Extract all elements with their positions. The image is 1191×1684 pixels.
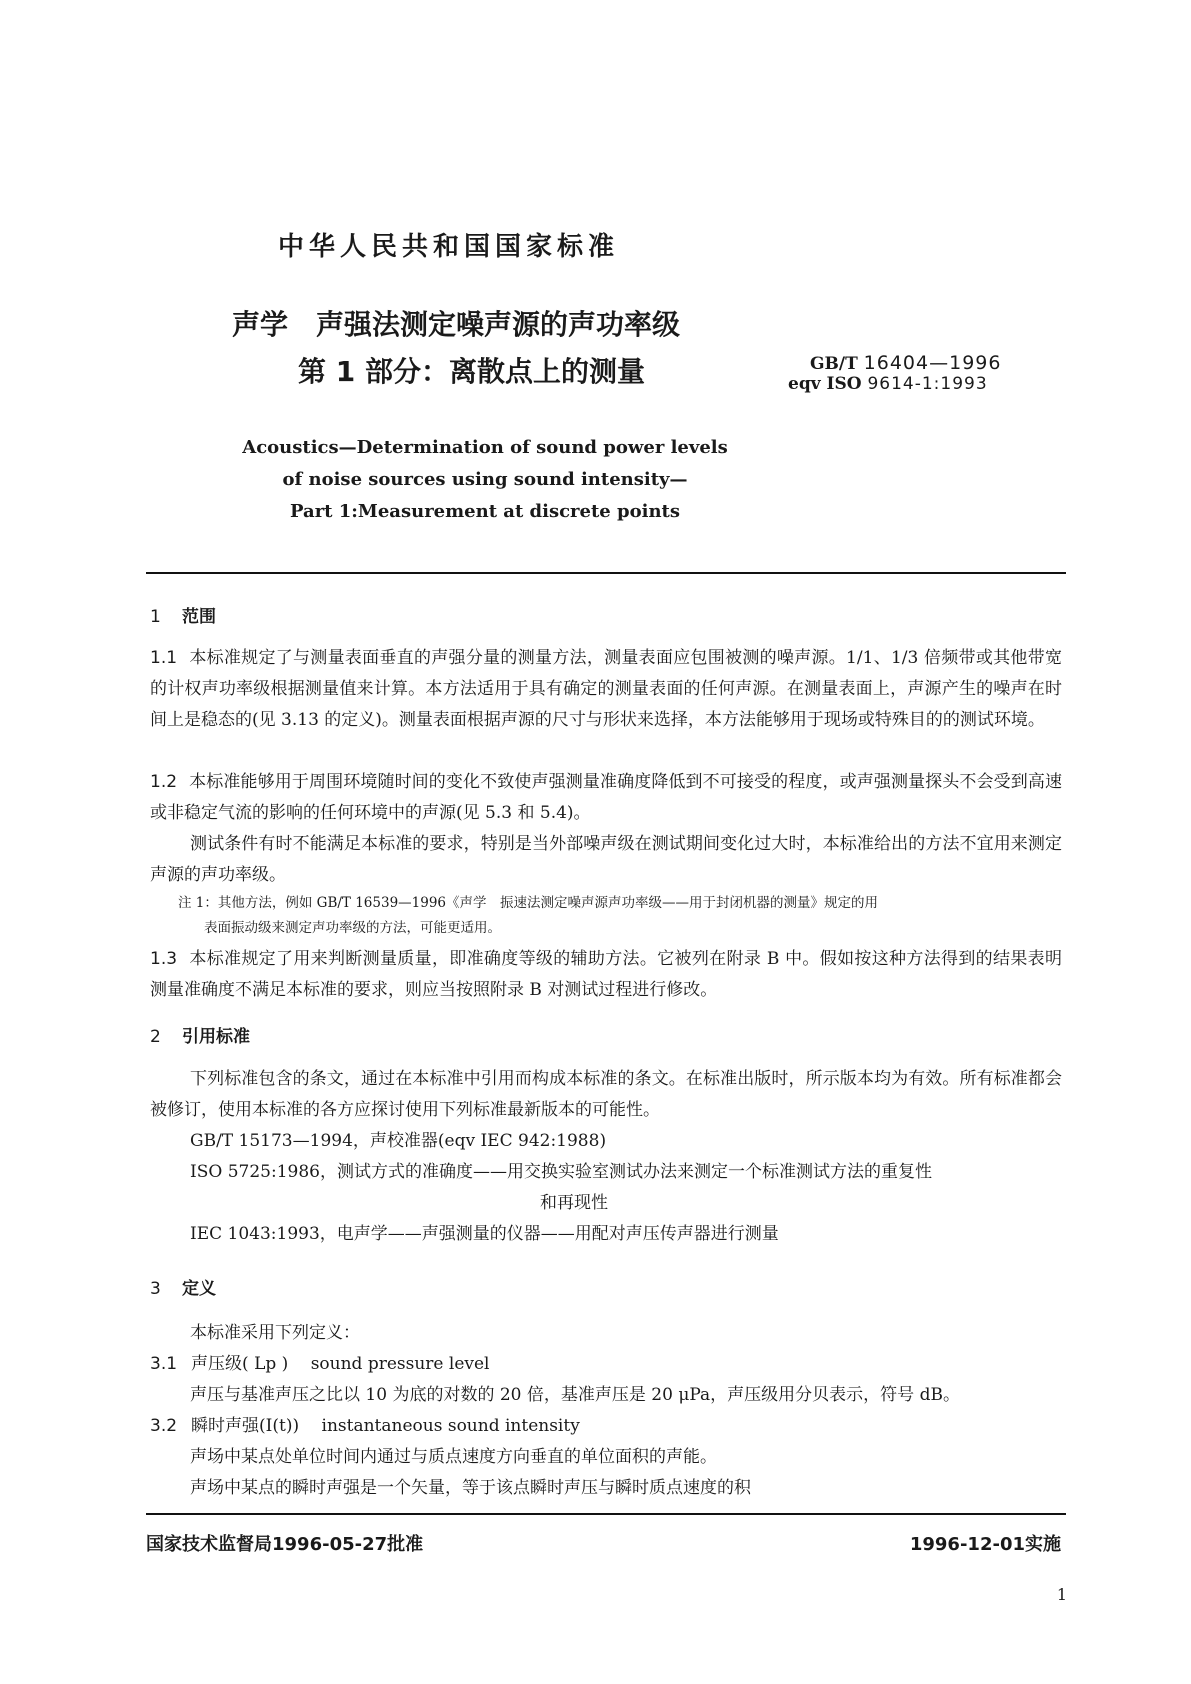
title-en-line2: of noise sources using sound intensity— bbox=[282, 469, 688, 490]
code-prefix: GB/T bbox=[810, 354, 858, 374]
clause-number: 1.1 bbox=[150, 648, 178, 668]
section-3-title: 定义 bbox=[182, 1279, 216, 1299]
section-3-number: 3 bbox=[150, 1279, 161, 1299]
definition-3-2-text2: 声场中某点的瞬时声强是一个矢量，等于该点瞬时声压与瞬时质点速度的积 bbox=[190, 1478, 751, 1498]
clause-number: 1.3 bbox=[150, 949, 178, 969]
clause-text: 本标准能够用于周围环境随时间的变化不致使声强测量准确度降低到不可接受的程度，或声强测量探头不会受到高速或非稳定气流的影响的任何环境中的声源(见 5.3 和 5.4)。 bbox=[150, 772, 1062, 823]
section-1-heading bbox=[150, 602, 216, 627]
definition-3-1-text: 声压与基准声压之比以 10 为底的对数的 20 倍，基准声压是 20 μPa，声压级用分贝表示，符号 dB。 bbox=[190, 1385, 960, 1405]
title-cn-line1: 声学 声强法测定噪声源的声功率级 bbox=[232, 308, 681, 341]
definition-3-2-text1: 声场中某点处单位时间内通过与质点速度方向垂直的单位面积的声能。 bbox=[190, 1447, 717, 1467]
title-en bbox=[160, 432, 810, 528]
definition-number: 3.1 bbox=[150, 1354, 178, 1374]
clause-number: 1.2 bbox=[150, 772, 178, 792]
definition-3-1 bbox=[150, 1349, 490, 1380]
standard-code bbox=[810, 352, 1001, 374]
clause-1-2 bbox=[150, 767, 1062, 829]
section-1-number: 1 bbox=[150, 607, 161, 627]
eqv-number: 9614-1:1993 bbox=[867, 374, 988, 394]
clause-text: 本标准规定了与测量表面垂直的声强分量的测量方法，测量表面应包围被测的噪声源。1/1、1/3 倍频带或其他带宽的计权声功率级根据测量值来计算。本方法适用于具有确定的测量表面的任何声源。在测量表面上，声源产生的噪声在时间上是稳态的(见 3.13 的定义)。测量表面根据声源的尺寸与形状来选择，本方法能够用于现场或特殊目的的测试环境。 bbox=[150, 648, 1062, 730]
national-standard-heading: 中华人民共和国国家标准 bbox=[278, 232, 620, 262]
title-en-line3: Part 1:Measurement at discrete points bbox=[289, 501, 680, 522]
section-2-intro: 下列标准包含的条文，通过在本标准中引用而构成本标准的条文。在标准出版时，所示版本均为有效。所有标准都会被修订，使用本标准的各方应探讨使用下列标准最新版本的可能性。 bbox=[150, 1069, 1062, 1120]
note-line1: 注 1：其他方法，例如 GB/T 16539—1996《声学 振速法测定噪声源声功率级——用于封闭机器的测量》规定的用 bbox=[178, 895, 879, 911]
title-en-line1: Acoustics—Determination of sound power levels bbox=[242, 437, 728, 458]
reference-iso5725: ISO 5725:1986，测试方式的准确度——用交换实验室测试办法来测定一个标准测试方法的重复性 bbox=[190, 1162, 932, 1182]
approval-date: 国家技术监督局1996-05-27批准 bbox=[146, 1534, 424, 1555]
definition-number: 3.2 bbox=[150, 1416, 178, 1436]
reference-iso5725-cont: 和再现性 bbox=[540, 1193, 608, 1213]
eqv-prefix: eqv ISO bbox=[788, 374, 862, 394]
definition-term: 瞬时声强(I(t)) instantaneous sound intensity bbox=[191, 1416, 580, 1436]
section-2-title: 引用标准 bbox=[182, 1027, 250, 1047]
section-2-heading bbox=[150, 1022, 250, 1047]
note-line2: 表面振动级来测定声功率级的方法，可能更适用。 bbox=[204, 920, 501, 936]
definition-term: 声压级( Lp ) sound pressure level bbox=[191, 1354, 490, 1374]
clause-1-1 bbox=[150, 643, 1062, 736]
clause-1-3 bbox=[150, 944, 1062, 1006]
page-number: 1 bbox=[1056, 1585, 1067, 1604]
section-1-title: 范围 bbox=[182, 607, 216, 627]
clause-text: 本标准规定了用来判断测量质量，即准确度等级的辅助方法。它被列在附录 B 中。假如按这种方法得到的结果表明测量准确度不满足本标准的要求，则应当按照附录 B 对测试过程进行修改。 bbox=[150, 949, 1062, 1000]
note-1 bbox=[178, 891, 1058, 941]
section-3-heading bbox=[150, 1274, 216, 1299]
section-3-intro: 本标准采用下列定义： bbox=[190, 1323, 360, 1343]
reference-gbt15173: GB/T 15173—1994，声校准器(eqv IEC 942:1988) bbox=[190, 1131, 607, 1151]
reference-iec1043: IEC 1043:1993，电声学——声强测量的仪器——用配对声压传声器进行测量 bbox=[190, 1224, 779, 1244]
definition-3-2 bbox=[150, 1411, 580, 1442]
footer-divider bbox=[146, 1513, 1066, 1515]
code-number: 16404—1996 bbox=[863, 352, 1002, 374]
section-2-number: 2 bbox=[150, 1027, 161, 1047]
eqv-code bbox=[788, 374, 988, 394]
implementation-date: 1996-12-01实施 bbox=[909, 1534, 1061, 1555]
title-cn-line2: 第 1 部分：离散点上的测量 bbox=[298, 355, 645, 388]
header-divider bbox=[146, 572, 1066, 574]
clause-1-2-paragraph: 测试条件有时不能满足本标准的要求，特别是当外部噪声级在测试期间变化过大时，本标准给出的方法不宜用来测定声源的声功率级。 bbox=[150, 834, 1062, 885]
